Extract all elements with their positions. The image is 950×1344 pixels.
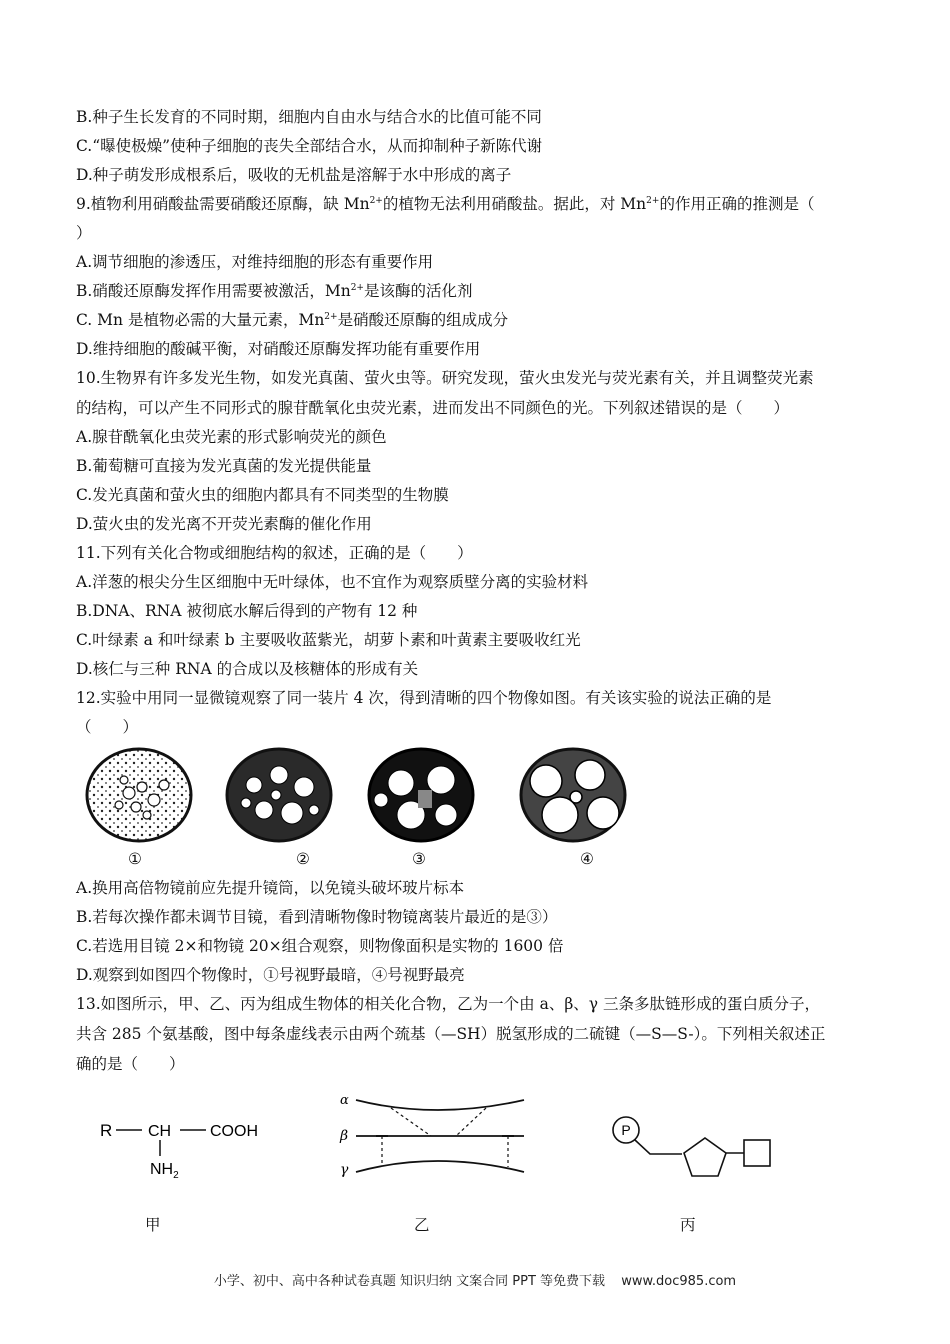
microscope-view-2 — [224, 745, 334, 845]
microscope-label-3: ③ — [412, 850, 426, 868]
q10-stem-1: 10.生物界有许多发光生物，如发光真菌、萤火虫等。研究发现，萤火虫发光与荧光素有关，并且调整荧光素 — [76, 369, 814, 387]
q11-option-c: C.叶绿素 a 和叶绿素 b 主要吸收蓝紫光，胡萝卜素和叶黄素主要吸收红光 — [76, 631, 581, 649]
phosphate-bond — [635, 1140, 682, 1154]
q12-stem-2: （ ） — [76, 718, 139, 736]
microscope-view-1 — [84, 745, 194, 845]
footer-link[interactable]: www.doc985.com — [621, 1274, 737, 1289]
protein-figure — [336, 1090, 536, 1200]
amino-acid-figure — [98, 1112, 298, 1182]
amino-acid-r: R — [100, 1121, 113, 1140]
base-square — [744, 1140, 770, 1166]
q9-option-d: D.维持细胞的酸碱平衡，对硝酸还原酶发挥功能有重要作用 — [76, 340, 481, 358]
q12-option-d: D.观察到如图四个物像时，①号视野最暗，④号视野最亮 — [76, 966, 465, 984]
q9-option-c: C. Mn 是植物必需的大量元素，$Mn^{2+}$是硝酸还原酶的组成成分 — [76, 311, 509, 329]
q11-stem: 11.下列有关化合物或细胞结构的叙述，正确的是（ ） — [76, 544, 473, 562]
disulfide-bond-2 — [456, 1108, 486, 1136]
chain-beta-label: β — [340, 1128, 349, 1144]
figure-label-yi: 乙 — [414, 1216, 430, 1234]
microscope-figure — [78, 745, 678, 855]
q10-option-b: B.葡萄糖可直接为发光真菌的发光提供能量 — [76, 457, 372, 475]
page-footer — [0, 1270, 950, 1289]
q11-option-d: D.核仁与三种 RNA 的合成以及核糖体的形成有关 — [76, 660, 419, 678]
q12-stem-1: 12.实验中用同一显微镜观察了同一装片 4 次，得到清晰的四个物像如图。有关该实验的说法正确的是 — [76, 689, 772, 707]
figure-label-jia: 甲 — [145, 1216, 161, 1234]
q11-option-a: A.洋葱的根尖分生区细胞中无叶绿体，也不宜作为观察质壁分离的实验材料 — [76, 573, 589, 591]
q9-option-b: B.硝酸还原酶发挥作用需要被激活，$Mn^{2+}$是该酶的活化剂 — [76, 282, 473, 300]
q12-option-c: C.若选用目镜 2×和物镜 20×组合观察，则物像面积是实物的 1600 倍 — [76, 937, 564, 955]
microscope-label-2: ② — [296, 850, 310, 868]
microscope-label-4: ④ — [580, 850, 594, 868]
amino-acid-ch: CH — [148, 1123, 172, 1140]
q9-stem: 9.植物利用硝酸盐需要硝酸还原酶，缺 $Mn^{2+}$的植物无法利用硝酸盐。据此，对 $Mn^{2+}$的作用正确的推测是（ — [76, 195, 815, 213]
q13-stem-1: 13.如图所示，甲、乙、丙为组成生物体的相关化合物，乙为一个由 a、β、γ 三条多肽链形成的蛋白质分子， — [76, 995, 820, 1013]
microscope-label-1: ① — [128, 850, 142, 868]
figure-label-bing: 丙 — [680, 1216, 696, 1234]
phosphate-label: P — [621, 1122, 631, 1138]
q11-option-b: B.DNA、RNA 被彻底水解后得到的产物有 12 种 — [76, 602, 418, 620]
q13-stem-2: 共含 285 个氨基酸，图中每条虚线表示由两个巯基（—SH）脱氢形成的二硫键（—S—S-）。下列相关叙述正 — [76, 1025, 826, 1043]
chain-alpha — [356, 1100, 524, 1110]
q12-option-b: B.若每次操作都未调节目镜，看到清晰物像时物镜离装片最近的是③） — [76, 908, 558, 926]
q10-stem-2: 的结构，可以产生不同形式的腺苷酰氧化虫荧光素，进而发出不同颜色的光。下列叙述错误的是（ ） — [76, 399, 790, 417]
q9-stem-close: ） — [76, 224, 92, 242]
q13-stem-3: 确的是（ ） — [76, 1055, 185, 1073]
pentose-pentagon — [684, 1138, 726, 1176]
disulfide-bond-1 — [391, 1108, 431, 1136]
q8-option-b: B.种子生长发育的不同时期，细胞内自由水与结合水的比值可能不同 — [76, 108, 542, 126]
microscope-view-4 — [518, 745, 628, 845]
q10-option-d: D.萤火虫的发光离不开荧光素酶的催化作用 — [76, 515, 372, 533]
q9-option-a: A.调节细胞的渗透压，对维持细胞的形态有重要作用 — [76, 253, 434, 271]
nucleotide-figure — [610, 1114, 780, 1184]
amino-acid-cooh: COOH — [210, 1123, 258, 1140]
q12-option-a: A.换用高倍物镜前应先提升镜筒，以免镜头破坏玻片标本 — [76, 879, 465, 897]
microscope-view-3 — [366, 745, 476, 845]
footer-text: 小学、初中、高中各种试卷真题 知识归纳 文案合同 PPT 等免费下载 — [213, 1274, 606, 1289]
q10-option-a: A.腺苷酰氧化虫荧光素的形式影响荧光的颜色 — [76, 428, 387, 446]
q8-option-d: D.种子萌发形成根系后，吸收的无机盐是溶解于水中形成的离子 — [76, 166, 512, 184]
chain-gamma-label: γ — [340, 1162, 349, 1178]
q10-option-c: C.发光真菌和萤火虫的细胞内都具有不同类型的生物膜 — [76, 486, 449, 504]
amino-acid-nh2: $NH_2$ — [150, 1161, 179, 1181]
q8-option-c: C.“曝使极燥”使种子细胞的丧失全部结合水，从而抑制种子新陈代谢 — [76, 137, 543, 155]
chain-alpha-label: α — [340, 1093, 349, 1108]
chain-gamma — [356, 1161, 524, 1172]
